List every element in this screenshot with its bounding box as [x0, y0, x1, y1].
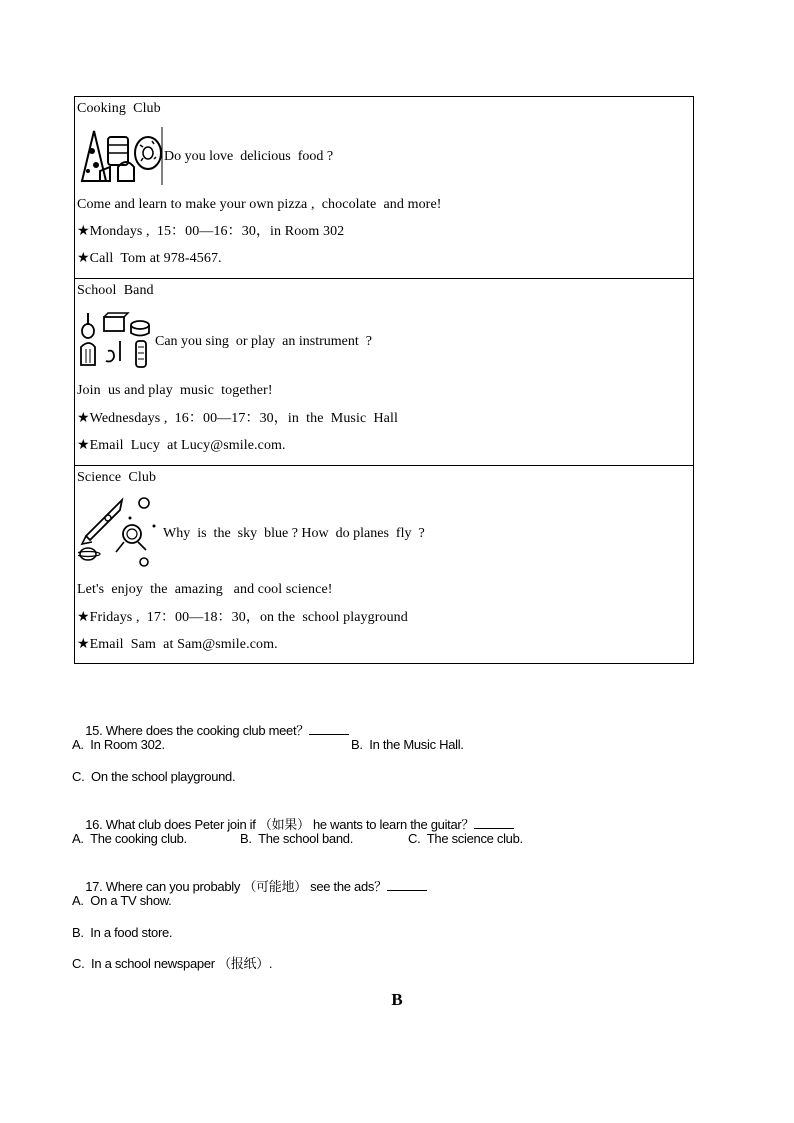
question-stem: 16. What club does Peter join if （如果） he wants to learn the guitar？: [85, 817, 475, 832]
club-question: Why is the sky blue ? How do planes fly ?: [163, 526, 425, 541]
food-illustration-icon: [78, 127, 166, 185]
school-band-ad: [75, 279, 693, 466]
club-contact: ★Email Sam at Sam@smile.com.: [77, 637, 278, 652]
club-title: Science Club: [77, 470, 157, 485]
club-description: Come and learn to make your own pizza , chocolate and more!: [77, 197, 442, 212]
club-contact: ★Call Tom at 978-4567.: [77, 251, 222, 266]
science-club-ad: [75, 466, 693, 663]
answer-blank[interactable]: [309, 722, 349, 735]
option-a: A. The cooking club.: [72, 831, 187, 846]
question-stem: 17. Where can you probably （可能地） see the ads？: [85, 879, 387, 894]
answer-blank[interactable]: [474, 816, 514, 829]
option-c: C. In a school newspaper （报纸）.: [72, 956, 273, 971]
space-illustration-icon: [78, 496, 162, 570]
cooking-club-ad: [75, 97, 693, 279]
club-description: Let's enjoy the amazing and cool science!: [77, 582, 333, 597]
option-a: A. In Room 302.: [72, 737, 165, 752]
club-schedule: ★Fridays , 17：00—18：30，on the school playground: [77, 610, 408, 625]
option-c: C. On the school playground.: [72, 769, 236, 784]
instruments-illustration-icon: [78, 311, 154, 369]
club-schedule: ★Wednesdays , 16：00—17：30，in the Music Hall: [77, 411, 398, 426]
option-b: B. In the Music Hall.: [351, 737, 464, 752]
option-b: B. The school band.: [240, 831, 354, 846]
option-a: A. On a TV show.: [72, 893, 172, 908]
club-title: Cooking Club: [77, 101, 161, 116]
club-question: Can you sing or play an instrument ?: [155, 334, 372, 349]
option-b: B. In a food store.: [72, 925, 173, 940]
club-description: Join us and play music together!: [77, 383, 273, 398]
club-question: Do you love delicious food ?: [164, 149, 334, 164]
section-heading: B: [391, 990, 403, 1009]
club-schedule: ★Mondays , 15：00—16：30，in Room 302: [77, 224, 345, 239]
club-title: School Band: [77, 283, 154, 298]
club-contact: ★Email Lucy at Lucy@smile.com.: [77, 438, 286, 453]
answer-blank[interactable]: [387, 878, 427, 891]
club-ads-table: [74, 96, 694, 664]
option-c: C. The science club.: [408, 831, 523, 846]
question-stem: 15. Where does the cooking club meet？: [85, 723, 310, 738]
